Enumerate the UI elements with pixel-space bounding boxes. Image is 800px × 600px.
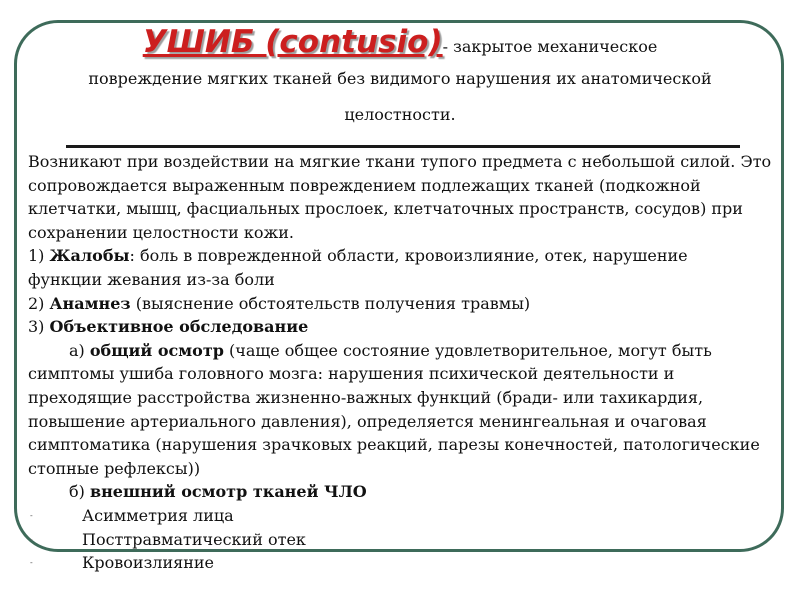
external-exam-heading: внешний осмотр тканей ЧЛО bbox=[89, 482, 367, 502]
sub-item-letter: б) bbox=[69, 482, 90, 502]
bullet-marker: - bbox=[30, 534, 33, 544]
external-exam-item bbox=[28, 480, 788, 504]
bullet-item bbox=[28, 504, 788, 528]
item-number: 3) bbox=[28, 317, 50, 337]
body-line: клетчатки, мышц, фасциальных прослоек, клетчаточных пространств, сосудов) при bbox=[28, 199, 743, 219]
complaints-item bbox=[28, 244, 788, 268]
general-exam-line: стопные рефлексы)) bbox=[28, 458, 201, 478]
anamnesis-heading: Анамнез bbox=[49, 293, 131, 313]
anamnesis-item bbox=[28, 292, 788, 316]
definition-line-2: повреждение мягких тканей без видимого нарушения их анатомической bbox=[88, 69, 712, 88]
complaints-heading: Жалобы bbox=[49, 246, 130, 266]
objective-exam-heading: Объективное обследование bbox=[49, 317, 309, 337]
general-exam-item bbox=[28, 339, 788, 363]
body-line: сохранении целостности кожи. bbox=[28, 222, 294, 242]
bullet-item bbox=[28, 528, 788, 552]
body-line: сопровождается выраженным повреждением подлежащих тканей (подкожной bbox=[28, 175, 701, 195]
anamnesis-text: (выяснение обстоятельств получения травмы) bbox=[130, 293, 531, 313]
general-exam-line: преходящие расстройства жизненно-важных функций (бради- или тахикардия, bbox=[28, 387, 704, 407]
complaints-text: : боль в поврежденной области, кровоизлияние, отек, нарушение bbox=[129, 246, 688, 266]
definition-line-3: целостности. bbox=[344, 105, 456, 124]
general-exam-heading: общий осмотр bbox=[89, 340, 224, 360]
body-line: Возникают при воздействии на мягкие ткани тупого предмета с небольшой силой. Это bbox=[28, 152, 772, 171]
general-exam-line: симптоматика (нарушения зрачковых реакций, парезы конечностей, патологические bbox=[28, 435, 760, 455]
complaints-text-line-2: функции жевания из-за боли bbox=[28, 269, 275, 289]
slide-title: УШИБ (contusio) bbox=[142, 24, 443, 60]
general-exam-line: повышение артериального давления), определяется менингеальная и очаговая bbox=[28, 411, 707, 431]
bullet-text: Асимметрия лица bbox=[82, 505, 234, 525]
item-number: 1) bbox=[28, 246, 50, 266]
slide-body bbox=[28, 150, 788, 575]
bullet-marker: - bbox=[30, 558, 33, 568]
objective-exam-item bbox=[28, 315, 788, 339]
title-divider bbox=[66, 145, 740, 148]
item-number: 2) bbox=[28, 293, 50, 313]
sub-item-letter: а) bbox=[69, 340, 90, 360]
general-exam-text: (чаще общее состояние удовлетворительное, могут быть bbox=[223, 340, 712, 360]
title-definition: - закрытое механическое bbox=[442, 37, 658, 56]
title-line bbox=[0, 24, 800, 60]
general-exam-line: симптомы ушиба головного мозга: нарушения психической деятельности и bbox=[28, 364, 675, 384]
bullet-item bbox=[28, 551, 788, 575]
bullet-text: Кровоизлияние bbox=[82, 553, 215, 573]
bullet-marker: - bbox=[30, 510, 33, 520]
bullet-text: Посттравматический отек bbox=[82, 529, 306, 549]
